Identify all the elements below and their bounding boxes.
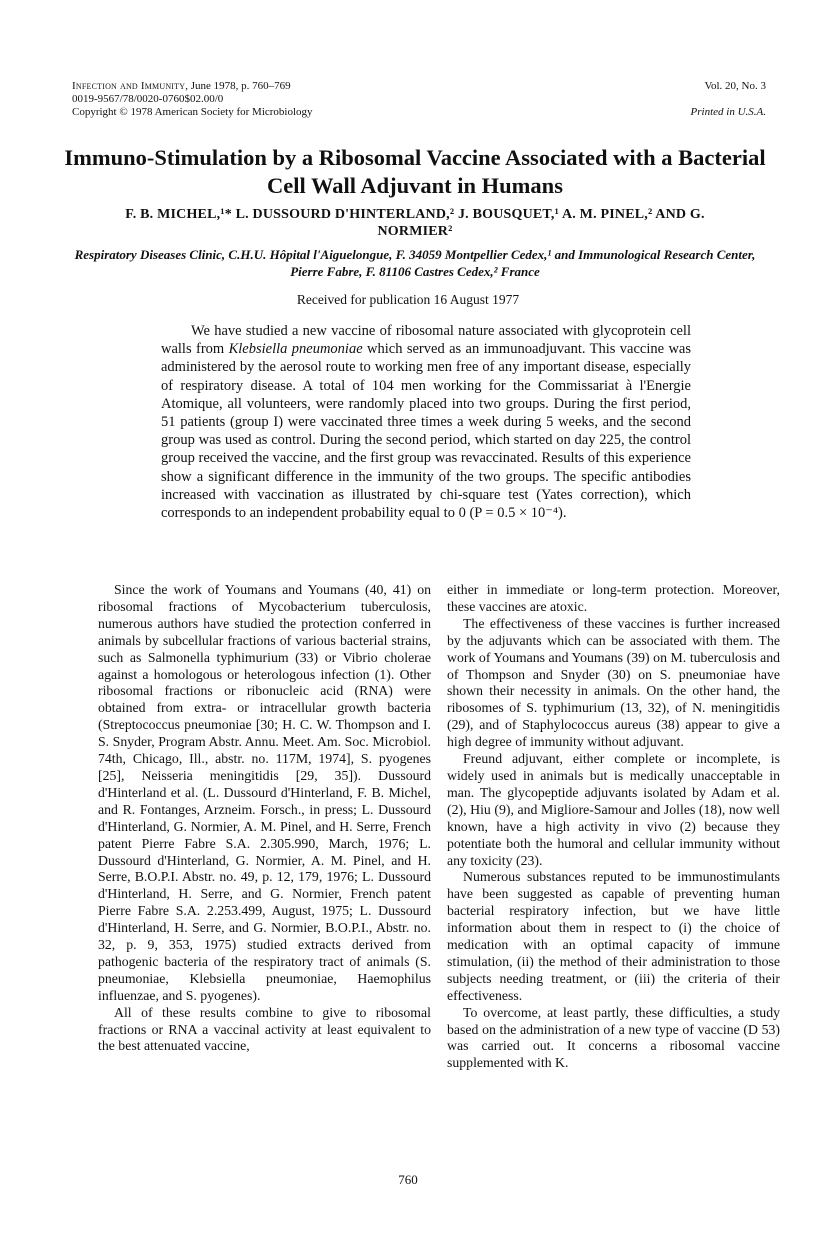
article-title: Immuno-Stimulation by a Ribosomal Vaccine Associated with a Bacterial Cell Wall Adjuvant in Humans [64,145,766,198]
received-date: Received for publication 16 August 1977 [296,292,520,307]
paragraph: Numerous substances reputed to be immunostimulants have been suggested as capable of preventing human bacterial respiratory infection, but we have little information about them in respect to (i) the choice of medication with an optimal capacity of immune stimulation, (ii) the method of their administration to those subjects needing treatment, or (iii) the criteria of their effectiveness. [447,869,780,1003]
abstract-organism: Klebsiella pneumoniae [228,341,363,358]
paragraph: Freund adjuvant, either complete or incomplete, is widely used in animals but is medically unacceptable in man. The glycopeptide adjuvants isolated by Adam et al. (2), Hiu (9), and Migliore-Samour and Jolles (18), now well known, have a high activity in vivo (2) because they potentiate both the humoral and cellular immunity without any toxicity (23). [447,751,780,868]
paragraph: To overcome, at least partly, these difficulties, a study based on the administration of a new type of vaccine (D 53) was carried out. It concerns a ribosomal vaccine supplemented with K. [447,1004,780,1071]
author-list: F. B. MICHEL,¹* L. DUSSOURD D'HINTERLAND,² J. BOUSQUET,¹ A. M. PINEL,² AND G. NORMIER² [125,207,705,239]
journal-name: Infection and Immunity [72,80,186,92]
printed-in: Printed in U.S.A. [690,106,766,118]
paragraph: Since the work of Youmans and Youmans (40, 41) on ribosomal fractions of Mycobacterium tuberculosis, numerous authors have studied the protection conferred in animals by subcellular fractions of various bacterial strains, such as Salmonella typhimurium (33) or Vibrio cholerae against a homologous or heterologous infection (1). Other ribosomal fractions or ribonucleic acid (RNA) were obtained from extra- or intracellular growth bacteria (Streptococcus pneumoniae [30; H. C. W. Thompson and I. S. Snyder, Program Abstr. Annu. Meet. Am. Soc. Microbiol. 74th, Chicago, Ill., abstr. no. 117M, 1974], S. pyogenes [25], Neisseria meningitidis [29, 35]). Dussourd d'Hinterland et al. (L. Dussourd d'Hinterland, F. B. Michel, and R. Fontanges, Arzneim. Forsch., in press; L. Dussourd d'Hinterland, G. Normier, A. M. Pinel, and H. Serre, French patent Pierre Fabre S.A. 2.305.990, March, 1976; L. Dussourd d'Hinterland, G. Normier, A. M. Pinel, and H. Serre, B.O.P.I. Abstr. no. 49, p. 12, 179, 1976; L. Dussourd d'Hinterland, H. Serre, and G. Normier, French patent Pierre Fabre S.A. 2.253.499, August, 1975; L. Dussourd d'Hinterland, H. Serre, and G. Normier, B.O.P.I., Abstr. no. 32, p. 9, 353, 1975) studied extracts derived from pathogenic bacteria of the respiratory tract of animals (S. pneumoniae, Klebsiella pneumoniae, Haemophilus influenzae, and S. pyogenes). [98,582,431,1003]
abstract-text-2: which served as an immunoadjuvant. This vaccine was administered by the aerosol route to working men free of any important disease, especially of respiratory disease. A total of 104 men working for the Commissariat à l'Energie Atomique, all volunteers, were randomly placed into two groups. During the first period, 51 patients (group I) were vaccinated three times a week during 5 weeks, and the second group was used as control. During the second period, which started on day 225, the control group received the vaccine, and the first group was revaccinated. Results of this experience show a significant difference in the immunity of the two groups. The specific antibodies increased with vaccination as illustrated by chi-square test (Yates correction), which corresponds to an independent probability equal to 0 (P = 0.5 × 10⁻⁴). [161,341,692,522]
abstract-text-1: We have studied a new vaccine of ribosomal nature associated with glycoprotein cell walls from [161,323,691,358]
volume: Vol. 20, No. 3 [704,80,766,92]
article-code: 0019-9567/78/0020-0760$02.00/0 [72,93,224,105]
affiliations: Respiratory Diseases Clinic, C.H.U. Hôpital l'Aiguelongue, F. 34059 Montpellier Cedex,¹ and Immunological Research Center, Pierre Fabre, F. 81106 Castres Cedex,² France [74,247,756,279]
right-column [447,582,780,1072]
page-number: 760 [398,1172,418,1187]
abstract [161,322,691,522]
paragraph: The effectiveness of these vaccines is further increased by the adjuvants which can be associated with them. The work of Youmans and Youmans (39) on M. tuberculosis and of Thompson and Snyder (30) on S. pneumoniae have shown their necessity in animals. On the other hand, the ribosomes of S. typhimurium (13, 32), of N. meningitidis (29), and of Staphylococcus aureus (38) appear to give a high degree of immunity without adjuvant. [447,615,780,750]
copyright: Copyright © 1978 American Society for Microbiology [72,106,313,118]
journal-header [72,80,313,119]
paragraph: either in immediate or long-term protection. Moreover, these vaccines are atoxic. [447,582,780,614]
paragraph: All of these results combine to give to ribosomal fractions or RNA a vaccinal activity at least equivalent to the best attenuated vaccine, [98,1004,431,1054]
left-column [98,582,431,1055]
volume-header [691,80,766,119]
journal-date: , June 1978, p. 760–769 [185,80,291,92]
